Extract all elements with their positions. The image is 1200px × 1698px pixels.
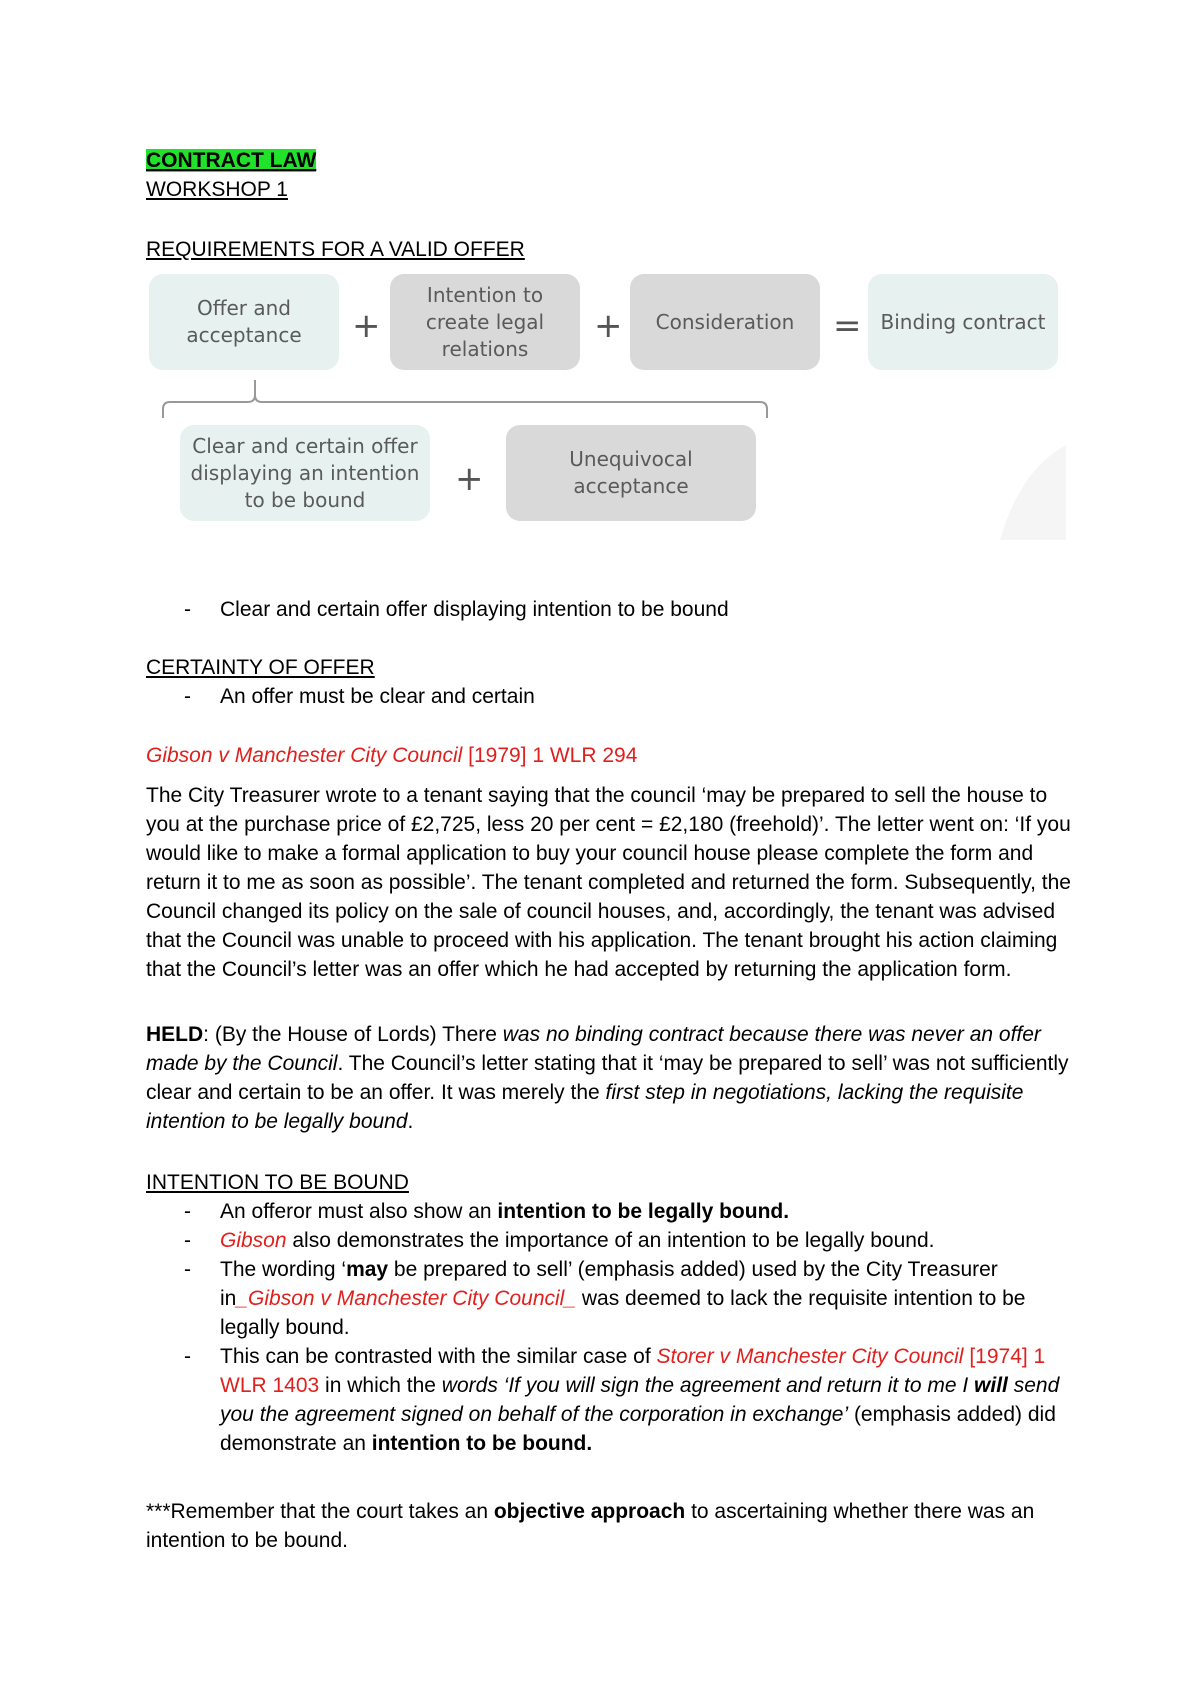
- valid-offer-diagram: [0, 0, 1200, 560]
- certainty-bullet-list: [146, 682, 1076, 711]
- section-heading-intention: INTENTION TO BE BOUND: [146, 1171, 409, 1194]
- objective-approach-note: ***Remember that the court takes an objective approach to ascertaining whether there was an intention to be bound.: [146, 1500, 1035, 1552]
- list-item: - Gibson also demonstrates the importance of an intention to be legally bound.: [146, 1226, 1076, 1255]
- section-heading-requirements: REQUIREMENTS FOR A VALID OFFER: [146, 238, 525, 261]
- diagram-box-consideration: Consideration: [630, 274, 820, 370]
- diagram-box-clear-offer: Clear and certain offer displaying an intention to be bound: [180, 425, 430, 521]
- list-item: - This can be contrasted with the similar case of Storer v Manchester City Council [1974] 1 WLR 1403 in which the words ‘If you will sign the agreement and return it to me I will send you the agreement signed on behalf of the corporation in exchange’ (emphasis added) did demonstrate an intention to be bound.: [146, 1342, 1076, 1458]
- gibson-facts: The City Treasurer wrote to a tenant saying that the council ‘may be prepared to sell the house to you at the purchase price of £2,725, less 20 per cent = £2,180 (freehold)’. The letter went on: ‘If you would like to make a formal application to buy your council house please complete the form and return it to me as soon as possible’. The tenant completed and returned the form. Subsequently, the Council changed its policy on the sale of council houses, and, accordingly, the tenant was advised that the Council was unable to proceed with his application. The tenant brought his action claiming that the Council’s letter was an offer which he had accepted by returning the application form.: [146, 784, 1071, 981]
- diagram-box-intention: Intention to create legal relations: [390, 274, 580, 370]
- diagram-box-binding-contract: Binding contract: [868, 274, 1058, 370]
- diagram-box-offer-acceptance: Offer and acceptance: [149, 274, 339, 370]
- diagram-box-unequivocal-acceptance: Unequivocal acceptance: [506, 425, 756, 521]
- list-item: - An offeror must also show an intention to be legally bound.: [146, 1197, 1076, 1226]
- plus-icon: +: [352, 306, 381, 346]
- intro-bullet-list: [146, 595, 1076, 624]
- bracket-connector: [0, 0, 1200, 560]
- plus-icon: +: [594, 306, 623, 346]
- equals-icon: =: [833, 306, 862, 346]
- doc-subtitle: WORKSHOP 1: [146, 178, 288, 201]
- case-heading-gibson: Gibson v Manchester City Council [1979] 1 WLR 294: [146, 744, 638, 767]
- section-heading-certainty: CERTAINTY OF OFFER: [146, 656, 375, 679]
- doc-title: CONTRACT LAW: [146, 149, 317, 172]
- list-item: - An offer must be clear and certain: [146, 682, 1076, 711]
- intention-bullet-list: [146, 1197, 1076, 1458]
- gibson-held: HELD: (By the House of Lords) There was no binding contract because there was never an offer made by the Council. The Council’s letter stating that it ‘may be prepared to sell’ was not sufficiently clear and certain to be an offer. It was merely the first step in negotiations, lacking the requisite intention to be legally bound.: [146, 1023, 1069, 1133]
- plus-icon: +: [455, 459, 484, 499]
- list-item: - The wording ‘may be prepared to sell’ (emphasis added) used by the City Treasurer in_Gibson v Manchester City Council_ was deemed to lack the requisite intention to be legally bound.: [146, 1255, 1076, 1342]
- list-item: - Clear and certain offer displaying intention to be bound: [146, 595, 1076, 624]
